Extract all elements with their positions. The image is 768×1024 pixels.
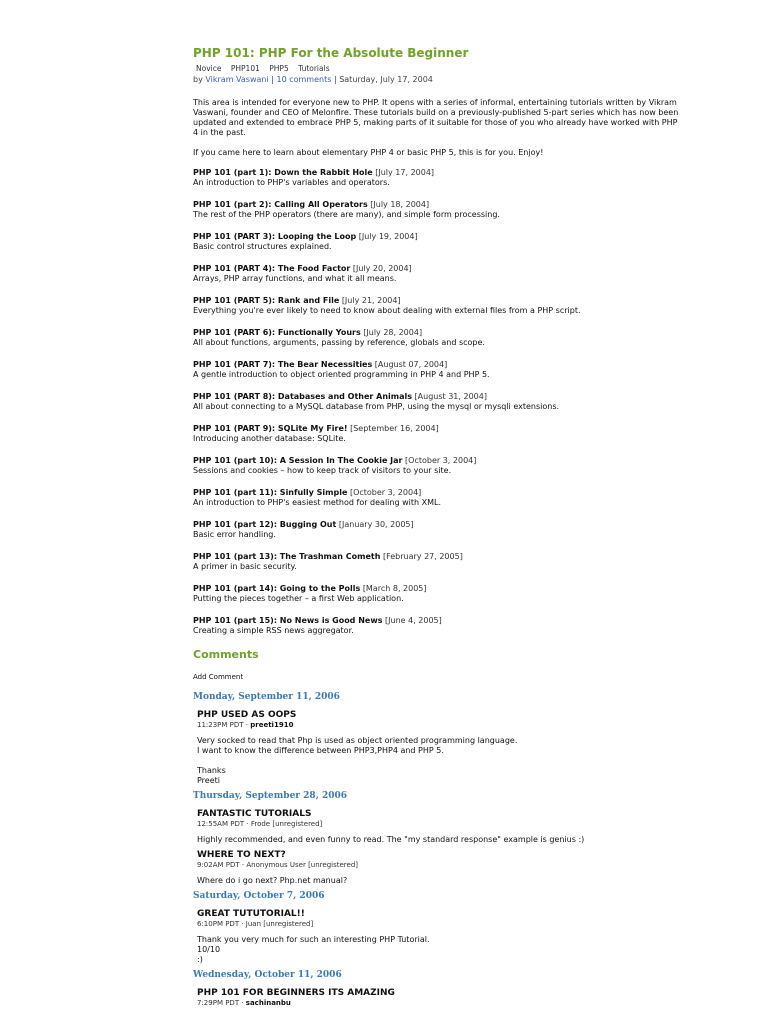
tutorial-item (193, 232, 683, 252)
comment-body: Very socked to read that Php is used as object oriented programming language. I want to know the difference between PHP3,PHP4 and PHP 5. Thanks Preeti (197, 736, 518, 785)
comment-meta (197, 820, 683, 829)
comment (197, 908, 683, 965)
tutorial-date: [September 16, 2004] (350, 424, 439, 433)
comment-time: 7:29PM PDT (197, 999, 240, 1007)
tutorial-item (193, 488, 683, 508)
comment-time: 12:55AM PDT (197, 820, 245, 828)
tutorial-date: [March 8, 2005] (362, 584, 427, 593)
tutorial-item (193, 264, 683, 284)
comment-day-heading: Saturday, October 7, 2006 (193, 891, 325, 901)
tutorial-description: Basic error handling. (193, 530, 276, 539)
comment-author[interactable]: preeti1910 (250, 721, 294, 729)
comments-list (193, 691, 683, 1008)
intro (193, 98, 683, 158)
tutorial-description: Sessions and cookies – how to keep track of visitors to your site. (193, 466, 452, 475)
tutorial-date: [July 28, 2004] (363, 328, 423, 337)
intro-paragraph: If you came here to learn about elementary PHP 4 or basic PHP 5, this is for you. Enjoy! (193, 148, 544, 157)
tutorial-item (193, 392, 683, 412)
tutorial-description: A primer in basic security. (193, 562, 297, 571)
comment-status: [unregistered] (272, 820, 323, 828)
comment-author: Juan (245, 920, 262, 928)
intro-paragraph: This area is intended for everyone new to PHP. It opens with a series of informal, entertaining tutorials written by Vikram Vaswani, founder and CEO of Melonfire. These tutorials build on a previously-published 5-part series which has now been updated and extended to embrace PHP 5, making parts of it suitable for those of you who already have worked with PHP 4 in the past. (193, 98, 679, 137)
tag-link[interactable]: PHP101 (230, 64, 260, 73)
tutorial-link[interactable]: PHP 101 (part 1): Down the Rabbit Hole (193, 168, 373, 177)
tutorial-item (193, 200, 683, 220)
article-page (193, 45, 683, 1014)
comment-title: PHP USED AS OOPS (197, 710, 297, 720)
tutorial-date: [August 07, 2004] (374, 360, 448, 369)
tutorial-date: [August 31, 2004] (414, 392, 487, 401)
tutorial-link[interactable]: PHP 101 (part 10): A Session In The Cookie Jar (193, 456, 403, 465)
tutorial-date: [February 27, 2005] (382, 552, 463, 561)
tutorial-link[interactable]: PHP 101 (PART 6): Functionally Yours (193, 328, 361, 337)
tutorial-item (193, 168, 683, 188)
comment-meta (197, 920, 683, 929)
tutorial-description: The rest of the PHP operators (there are many), and simple form processing. (193, 210, 500, 219)
comment-author: Frode (250, 820, 271, 828)
tutorial-link[interactable]: PHP 101 (part 14): Going to the Polls (193, 584, 361, 593)
tutorial-link[interactable]: PHP 101 (part 13): The Trashman Cometh (193, 552, 381, 561)
tutorial-date: [October 3, 2004] (405, 456, 477, 465)
tutorial-item (193, 552, 683, 572)
comment-day-heading: Thursday, September 28, 2006 (193, 791, 348, 801)
meta-separator: · (245, 721, 249, 729)
meta-separator: · (246, 820, 249, 828)
comment-title: WHERE TO NEXT? (197, 850, 286, 860)
tutorial-description: A gentle introduction to object oriented programming in PHP 4 and PHP 5. (193, 370, 490, 379)
tutorial-list (193, 168, 683, 636)
meta-separator: · (241, 920, 244, 928)
comment-body: Thank you very much for such an interesting PHP Tutorial. 10/10 :) (197, 935, 430, 964)
tutorial-link[interactable]: PHP 101 (part 2): Calling All Operators (193, 200, 368, 209)
comment-time: 9:02AM PDT (197, 861, 240, 869)
tutorial-item (193, 520, 683, 540)
comment-status: [unregistered] (308, 861, 358, 869)
comment (197, 987, 683, 1008)
tag-link[interactable]: Novice (196, 64, 222, 73)
tag-list (196, 63, 683, 74)
tutorial-date: [June 4, 2005] (385, 616, 442, 625)
tutorial-item (193, 584, 683, 604)
tag-link[interactable]: Tutorials (298, 64, 330, 73)
tutorial-item (193, 456, 683, 476)
tutorial-link[interactable]: PHP 101 (part 15): No News is Good News (193, 616, 383, 625)
comment-meta (197, 999, 683, 1008)
tutorial-date: [October 3, 2004] (349, 488, 422, 497)
tutorial-description: An introduction to PHP's easiest method for dealing with XML. (193, 498, 441, 507)
comment (197, 808, 683, 845)
comment (197, 709, 683, 786)
article-title: PHP 101: PHP For the Absolute Beginner (193, 46, 469, 60)
tutorial-item (193, 424, 683, 444)
comment-title: GREAT TUTUTORIAL!! (197, 909, 305, 919)
byline-prefix: by (193, 75, 203, 84)
tutorial-link[interactable]: PHP 101 (part 11): Sinfully Simple (193, 488, 348, 497)
tutorial-date: [July 21, 2004] (341, 296, 401, 305)
tutorial-link[interactable]: PHP 101 (PART 3): Looping the Loop (193, 232, 357, 241)
comment-time: 11:23PM PDT (197, 721, 244, 729)
tutorial-date: [July 20, 2004] (352, 264, 412, 273)
tutorial-date: [July 19, 2004] (358, 232, 418, 241)
tutorial-link[interactable]: PHP 101 (PART 7): The Bear Necessities (193, 360, 373, 369)
meta-separator: · (241, 999, 244, 1007)
comments-count-link[interactable]: 10 comments (276, 75, 332, 84)
tutorial-link[interactable]: PHP 101 (PART 4): The Food Factor (193, 264, 351, 273)
comment-body: Highly recommended, and even funny to read. The "my standard response" example is genius :) (197, 835, 585, 844)
tutorial-item (193, 328, 683, 348)
comment-time: 6:10PM PDT (197, 920, 240, 928)
comment-author: Anonymous User (246, 861, 306, 869)
comment-status: [unregistered] (263, 920, 314, 928)
tutorial-date: [January 30, 2005] (338, 520, 414, 529)
tag-link[interactable]: PHP5 (269, 64, 289, 73)
tutorial-description: An introduction to PHP's variables and operators. (193, 178, 390, 187)
tutorial-item (193, 616, 683, 636)
publish-date: Saturday, July 17, 2004 (339, 75, 433, 84)
tutorial-description: Basic control structures explained. (193, 242, 332, 251)
byline-separator: | (333, 75, 337, 84)
tutorial-item (193, 296, 683, 316)
tutorial-date: [July 17, 2004] (375, 168, 435, 177)
tutorial-description: All about functions, arguments, passing by reference, globals and scope. (193, 338, 485, 347)
tutorial-link[interactable]: PHP 101 (PART 9): SQLite My Fire! (193, 424, 348, 433)
comment-meta (197, 861, 683, 870)
add-comment-link[interactable]: Add Comment (193, 673, 244, 681)
meta-separator: · (241, 861, 245, 869)
author-link[interactable]: Vikram Vaswani (205, 75, 269, 84)
tutorial-description: Putting the pieces together – a first Web application. (193, 594, 404, 603)
tutorial-description: All about connecting to a MySQL database from PHP, using the mysql or mysqli extensions. (193, 402, 560, 411)
tutorial-description: Creating a simple RSS news aggregator. (193, 626, 354, 635)
tutorial-link[interactable]: PHP 101 (PART 5): Rank and File (193, 296, 340, 305)
comment-day-heading: Monday, September 11, 2006 (193, 692, 340, 702)
comment-title: FANTASTIC TUTORIALS (197, 809, 312, 819)
tutorial-description: Arrays, PHP array functions, and what it all means. (193, 274, 397, 283)
tutorial-link[interactable]: PHP 101 (PART 8): Databases and Other Animals (193, 392, 412, 401)
comment-body: Where do i go next? Php.net manual? (197, 876, 348, 885)
tutorial-description: Everything you're ever likely to need to know about dealing with external files from a PHP script. (193, 306, 581, 315)
comment (197, 849, 683, 886)
comment-author[interactable]: sachinanbu (245, 999, 291, 1007)
comment-title: PHP 101 FOR BEGINNERS ITS AMAZING (197, 988, 395, 998)
tutorial-item (193, 360, 683, 380)
byline (193, 74, 683, 86)
comment-day-heading: Wednesday, October 11, 2006 (193, 970, 342, 980)
tutorial-description: Introducing another database: SQLite. (193, 434, 346, 443)
comment-meta (197, 721, 683, 730)
tutorial-date: [July 18, 2004] (370, 200, 430, 209)
byline-separator: | (271, 75, 274, 84)
tutorial-link[interactable]: PHP 101 (part 12): Bugging Out (193, 520, 337, 529)
comments-heading: Comments (193, 648, 259, 661)
